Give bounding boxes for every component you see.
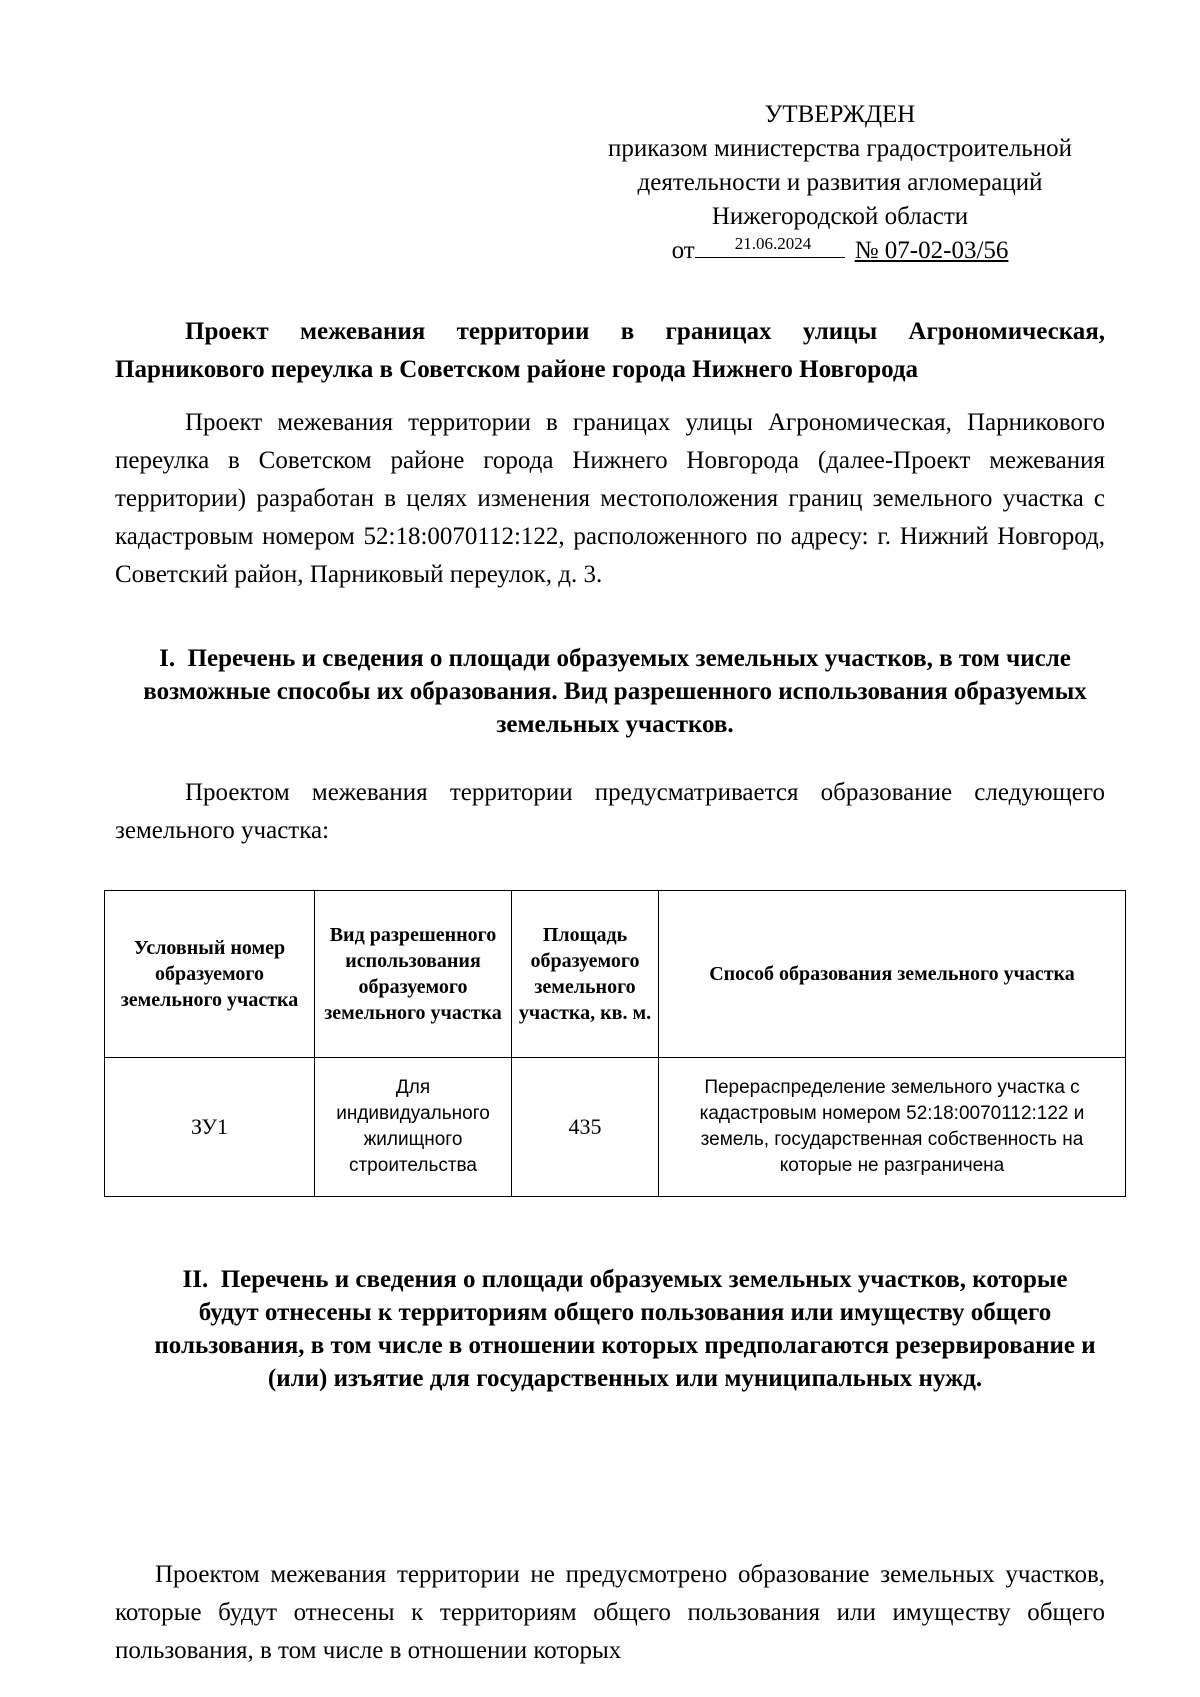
cell-formation-method: Перераспределение земельного участка с кадастровым номером 52:18:0070112:122 и земель, государственная собственность на которые не разграничена [659, 1058, 1126, 1197]
section-1-title: Перечень и сведения о площади образуемых земельных участков, в том числе возможные способы их образования. Вид разрешенного использования образуемых земельных участков. [143, 645, 1087, 738]
table-row [105, 1058, 1126, 1197]
approval-line-3: Нижегородской области [711, 203, 969, 230]
section-2-title: Перечень и сведения о площади образуемых земельных участков, которые будут отнесены к территориям общего пользования или имуществу общего пользования, в том числе в отношении которых предполагаются резервирование и (или) изъятие для государственных или муниципальных нужд. [154, 1266, 1096, 1392]
header-area: Площадь образуемого земельного участка, кв. м. [512, 891, 659, 1058]
order-number: № 07-02-03/56 [854, 237, 1009, 264]
table-header-row [105, 891, 1126, 1058]
order-date: 21.06.2024 [734, 234, 812, 253]
approval-block [560, 98, 1120, 268]
approval-line-2: деятельности и развития агломераций [637, 169, 1043, 196]
header-permitted-use: Вид разрешенного использования образуемого земельного участка [315, 891, 512, 1058]
order-date-field [695, 235, 845, 258]
section-1-text: Проектом межевания территории предусматривается образование следующего земельного участка: [115, 779, 1105, 844]
section-2-number: II. [182, 1266, 209, 1293]
intro-paragraph: Проект межевания территории в границах улицы Агрономическая, Парникового переулка в Советском районе города Нижнего Новгорода (далее-Проект межевания территории) разработан в целях изменения местоположения границ земельного участка с кадастровым номером 52:18:0070112:122, расположенного по адресу: г. Нижний Новгород, Советский район, Парниковый переулок, д. 3. [115, 409, 1105, 588]
order-line [560, 234, 1120, 268]
section-1-number: I. [159, 645, 176, 672]
header-formation-method: Способ образования земельного участка [659, 891, 1126, 1058]
approval-line-1: приказом министерства градостроительной [608, 135, 1072, 162]
section-2-heading [150, 1263, 1100, 1395]
section-2-text: Проектом межевания территории не предусмотрено образование земельных участков, которые будут отнесены к территориям общего пользования или имуществу общего пользования, в том числе в отношении которых [115, 1561, 1105, 1664]
header-plot-number: Условный номер образуемого земельного участка [105, 891, 315, 1058]
order-from-label: от [671, 237, 695, 264]
cell-permitted-use: Для индивидуального жилищного строительства [315, 1058, 512, 1197]
cell-plot-number: ЗУ1 [105, 1058, 315, 1197]
section-1-heading [120, 642, 1110, 741]
document-title: Проект межевания территории в границах улицы Агрономическая, Парникового переулка в Советском районе города Нижнего Новгорода [115, 318, 1105, 383]
cell-area: 435 [512, 1058, 659, 1197]
land-plots-table [104, 890, 1126, 1197]
approval-heading: УТВЕРЖДЕН [764, 101, 916, 128]
